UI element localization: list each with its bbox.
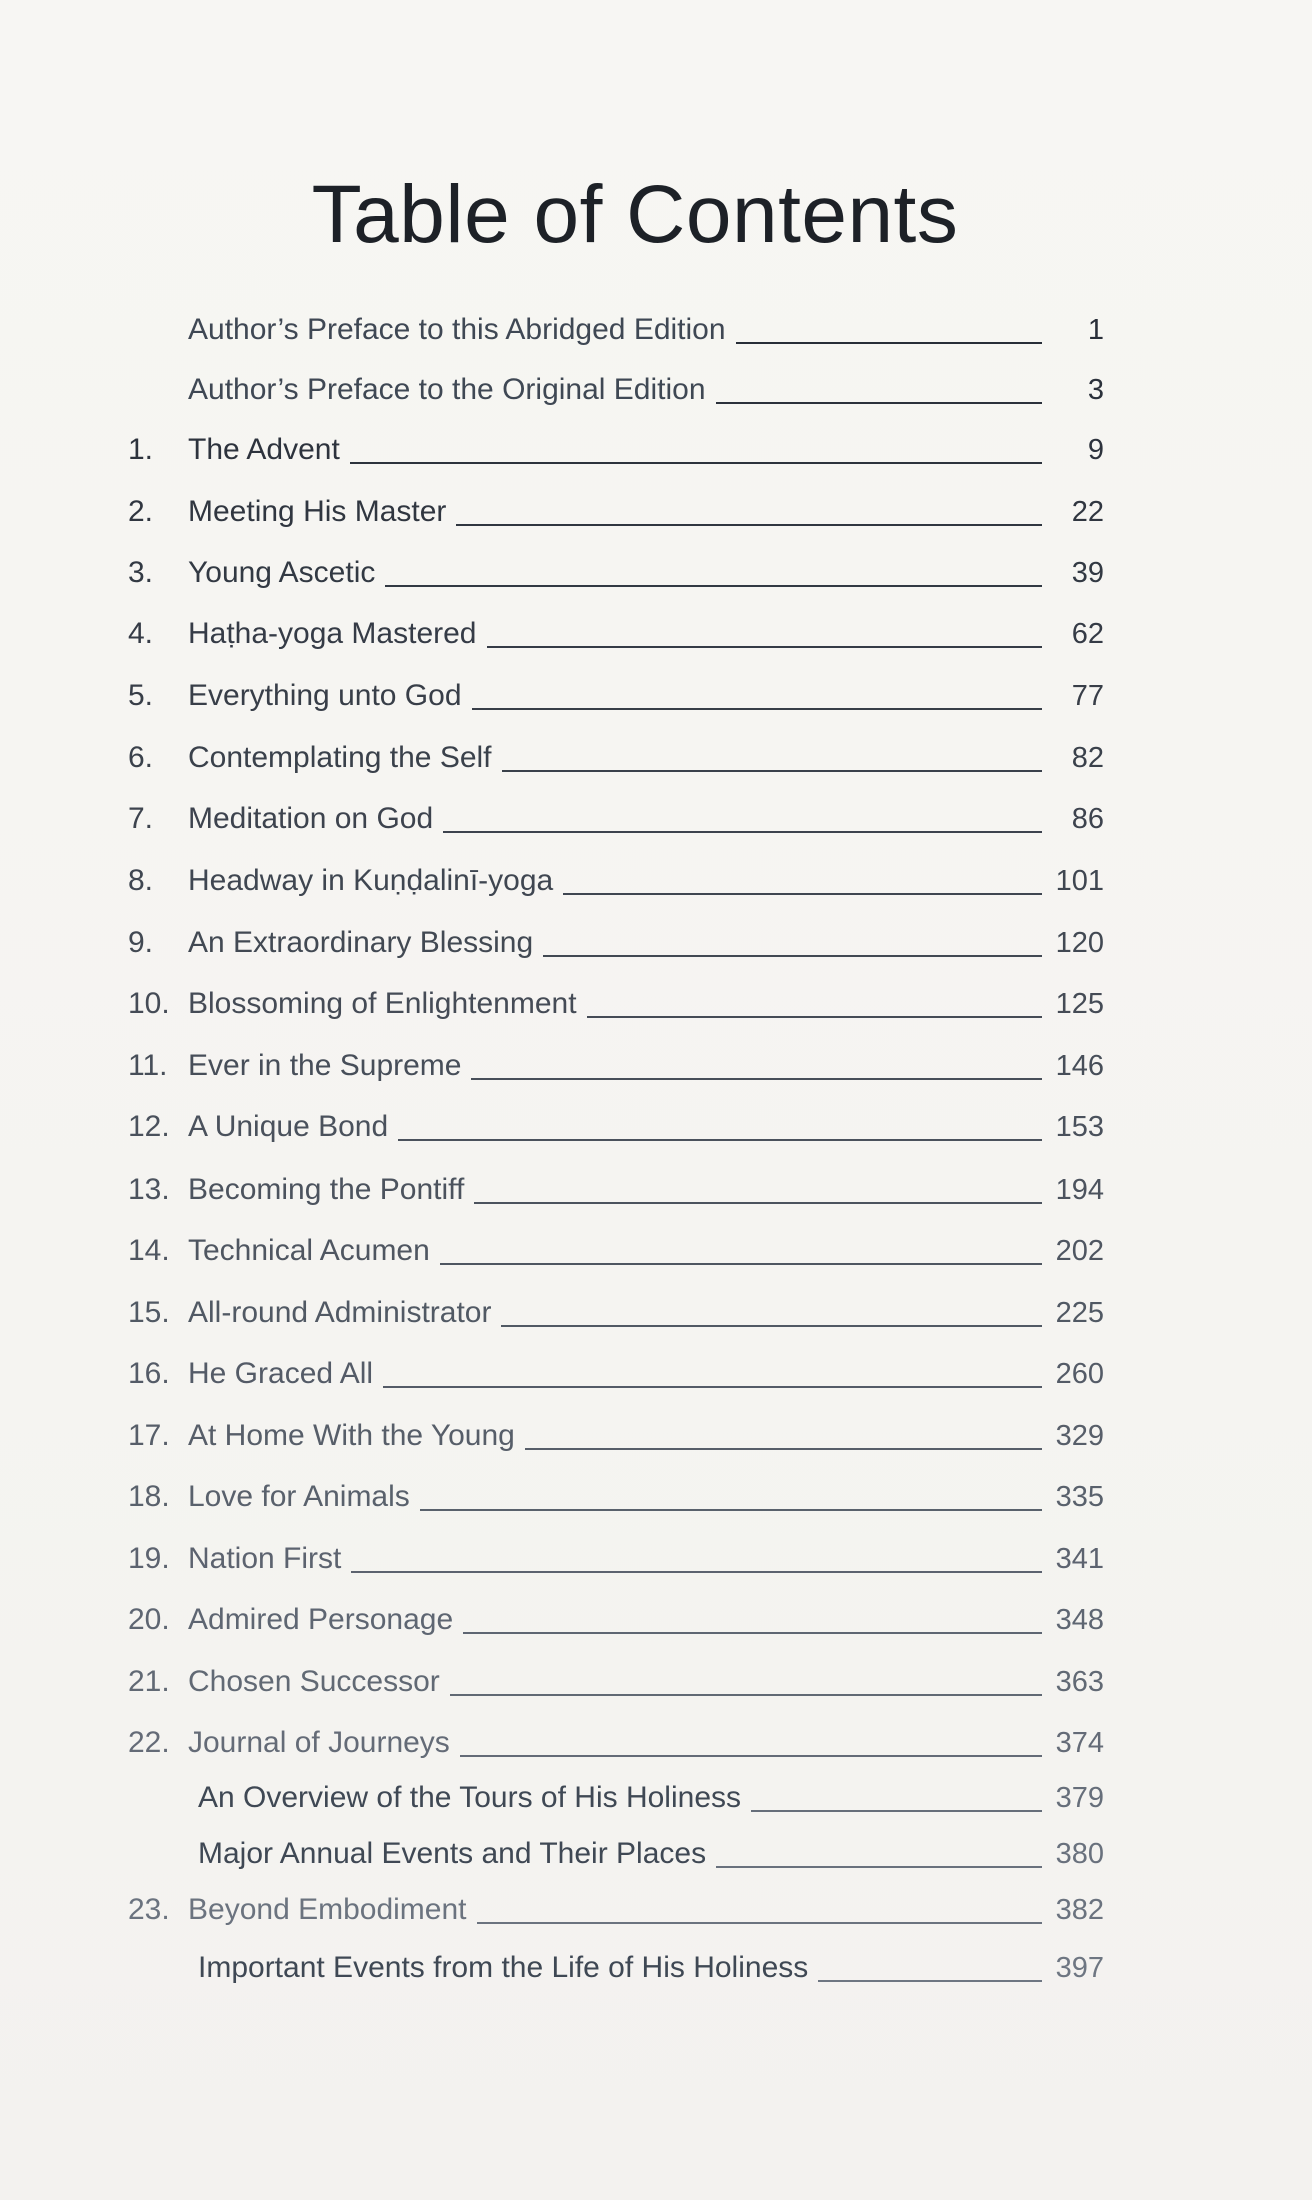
toc-entry-page-number: 341 — [1055, 1543, 1104, 1575]
toc-leader-line — [440, 1263, 1042, 1265]
toc-entry-number: 15. — [128, 1296, 170, 1329]
toc-entry-page-number: 329 — [1055, 1420, 1104, 1452]
toc-entry-page-number: 3 — [1087, 374, 1104, 406]
toc-leader-line — [818, 1980, 1042, 1982]
toc-entry[interactable] — [0, 923, 1312, 963]
toc-entry-number: 3. — [128, 556, 154, 589]
toc-leader-line — [716, 402, 1042, 404]
toc-entry-page-number: 1 — [1087, 314, 1104, 346]
toc-entry-title: The Advent — [188, 433, 340, 466]
toc-entry[interactable] — [0, 492, 1312, 532]
toc-entry-title: Everything unto God — [188, 679, 462, 712]
toc-entry[interactable] — [0, 1539, 1312, 1579]
toc-entry-title: All-round Administrator — [188, 1296, 492, 1329]
toc-entry[interactable] — [0, 1477, 1312, 1517]
toc-entry-page-number: 125 — [1055, 988, 1104, 1020]
toc-entry-title: Blossoming of Enlightenment — [188, 987, 577, 1020]
toc-entry-page-number: 260 — [1055, 1358, 1104, 1390]
toc-entry-page-number: 22 — [1071, 496, 1104, 528]
toc-entry[interactable] — [0, 430, 1312, 470]
toc-entry[interactable] — [0, 676, 1312, 716]
toc-entry[interactable] — [0, 1107, 1312, 1147]
toc-entry-number: 14. — [128, 1234, 170, 1267]
toc-entry[interactable] — [0, 1948, 1312, 1988]
toc-entry[interactable] — [0, 310, 1312, 350]
toc-entry[interactable] — [0, 1293, 1312, 1333]
toc-leader-line — [587, 1016, 1042, 1018]
toc-entry-number: 8. — [128, 864, 154, 897]
toc-entry-title: Technical Acumen — [188, 1234, 430, 1267]
toc-leader-line — [450, 1694, 1042, 1696]
toc-entry-title: Young Ascetic — [188, 556, 376, 589]
toc-leader-line — [543, 955, 1042, 957]
toc-entry-page-number: 77 — [1071, 680, 1104, 712]
toc-entry-page-number: 86 — [1071, 803, 1104, 835]
toc-entry[interactable] — [0, 1046, 1312, 1086]
toc-entry-title: Nation First — [188, 1542, 342, 1575]
toc-leader-line — [472, 708, 1042, 710]
toc-entry-page-number: 101 — [1055, 865, 1104, 897]
toc-entry-title: Chosen Successor — [188, 1665, 440, 1698]
toc-entry[interactable] — [0, 1231, 1312, 1271]
toc-entry-title: At Home With the Young — [188, 1419, 515, 1452]
toc-entry-title: Becoming the Pontiff — [188, 1173, 465, 1206]
toc-leader-line — [736, 342, 1042, 344]
toc-leader-line — [751, 1810, 1042, 1812]
toc-entry-page-number: 382 — [1055, 1894, 1104, 1926]
toc-leader-line — [477, 1922, 1042, 1924]
toc-entry-title: Haṭha-yoga Mastered — [188, 617, 477, 650]
toc-entry-page-number: 379 — [1055, 1782, 1104, 1814]
toc-leader-line — [351, 1571, 1042, 1573]
toc-entry-page-number: 9 — [1087, 434, 1104, 466]
toc-entry-title: Important Events from the Life of His Holiness — [198, 1951, 809, 1984]
toc-entry-title: Admired Personage — [188, 1603, 454, 1636]
toc-entry-page-number: 202 — [1055, 1235, 1104, 1267]
toc-entry[interactable] — [0, 861, 1312, 901]
toc-leader-line — [525, 1448, 1042, 1450]
toc-entry-title: Contemplating the Self — [188, 741, 492, 774]
toc-entry-page-number: 335 — [1055, 1481, 1104, 1513]
toc-entry-page-number: 82 — [1071, 742, 1104, 774]
toc-entry[interactable] — [0, 1890, 1312, 1930]
toc-entry[interactable] — [0, 553, 1312, 593]
toc-leader-line — [460, 1755, 1042, 1757]
toc-leader-line — [716, 1866, 1042, 1868]
toc-leader-line — [463, 1632, 1042, 1634]
toc-entry-page-number: 363 — [1055, 1666, 1104, 1698]
toc-entry[interactable] — [0, 1600, 1312, 1640]
toc-entry[interactable] — [0, 1834, 1312, 1874]
toc-entry-title: A Unique Bond — [188, 1110, 389, 1143]
toc-entry-number: 17. — [128, 1419, 170, 1452]
toc-entry-number: 18. — [128, 1480, 170, 1513]
toc-entry-title: Author’s Preface to this Abridged Edition — [188, 313, 726, 346]
toc-entry-page-number: 225 — [1055, 1297, 1104, 1329]
toc-leader-line — [420, 1509, 1042, 1511]
toc-entry-number: 2. — [128, 495, 154, 528]
toc-entry-page-number: 39 — [1071, 557, 1104, 589]
toc-entry-title: Meeting His Master — [188, 495, 447, 528]
toc-entry-number: 1. — [128, 433, 154, 466]
toc-entry-number: 7. — [128, 802, 154, 835]
toc-entry-title: An Extraordinary Blessing — [188, 926, 534, 959]
toc-entry-title: Journal of Journeys — [188, 1726, 450, 1759]
toc-entry-title: Beyond Embodiment — [188, 1893, 467, 1926]
toc-entry[interactable] — [0, 738, 1312, 778]
toc-entry-page-number: 153 — [1055, 1111, 1104, 1143]
toc-entry-title: Ever in the Supreme — [188, 1049, 462, 1082]
toc-entry-page-number: 146 — [1055, 1050, 1104, 1082]
toc-entry-number: 16. — [128, 1357, 170, 1390]
toc-entry-number: 23. — [128, 1893, 170, 1926]
toc-entry-number: 9. — [128, 926, 154, 959]
toc-leader-line — [456, 524, 1042, 526]
toc-entry-page-number: 374 — [1055, 1727, 1104, 1759]
toc-entry-page-number: 380 — [1055, 1838, 1104, 1870]
page-title: Table of Contents — [311, 169, 959, 260]
toc-entry[interactable] — [0, 799, 1312, 839]
toc-entry[interactable] — [0, 1416, 1312, 1456]
toc-entry-number: 5. — [128, 679, 154, 712]
toc-entry[interactable] — [0, 1354, 1312, 1394]
toc-entry-title: Meditation on God — [188, 802, 434, 835]
toc-entry-number: 11. — [128, 1049, 168, 1082]
toc-leader-line — [350, 462, 1042, 464]
toc-entry-title: An Overview of the Tours of His Holiness — [198, 1781, 742, 1814]
toc-leader-line — [383, 1386, 1042, 1388]
toc-entry-title: Headway in Kuṇḍalinī-yoga — [188, 864, 554, 897]
toc-leader-line — [385, 585, 1042, 587]
toc-leader-line — [501, 1325, 1042, 1327]
toc-leader-line — [563, 893, 1042, 895]
toc-entry[interactable] — [0, 984, 1312, 1024]
toc-entry-number: 4. — [128, 617, 154, 650]
toc-leader-line — [443, 831, 1042, 833]
toc-entry-number: 13. — [128, 1173, 170, 1206]
toc-entry-number: 22. — [128, 1726, 170, 1759]
toc-entry-number: 10. — [128, 987, 170, 1020]
toc-entry-number: 19. — [128, 1542, 170, 1575]
toc-entry[interactable] — [0, 1170, 1312, 1210]
toc-entry[interactable] — [0, 1778, 1312, 1818]
toc-entry[interactable] — [0, 1662, 1312, 1702]
toc-entry-title: Major Annual Events and Their Places — [198, 1837, 707, 1870]
toc-entry-number: 6. — [128, 741, 154, 774]
toc-entry-number: 12. — [128, 1110, 170, 1143]
toc-entry-number: 20. — [128, 1603, 170, 1636]
toc-entry-number: 21. — [128, 1665, 170, 1698]
toc-leader-line — [487, 646, 1042, 648]
toc-entry-title: He Graced All — [188, 1357, 374, 1390]
toc-entry-page-number: 397 — [1055, 1952, 1104, 1984]
toc-entry[interactable] — [0, 614, 1312, 654]
toc-entry[interactable] — [0, 1723, 1312, 1763]
toc-leader-line — [398, 1139, 1042, 1141]
toc-entry-page-number: 194 — [1055, 1174, 1104, 1206]
toc-leader-line — [471, 1078, 1042, 1080]
toc-leader-line — [502, 770, 1042, 772]
toc-entry-page-number: 120 — [1055, 927, 1104, 959]
toc-entry-title: Love for Animals — [188, 1480, 410, 1513]
toc-entry[interactable] — [0, 370, 1312, 410]
toc-entry-title: Author’s Preface to the Original Edition — [188, 373, 706, 406]
toc-entry-page-number: 348 — [1055, 1604, 1104, 1636]
toc-leader-line — [474, 1202, 1042, 1204]
toc-entry-page-number: 62 — [1071, 618, 1104, 650]
